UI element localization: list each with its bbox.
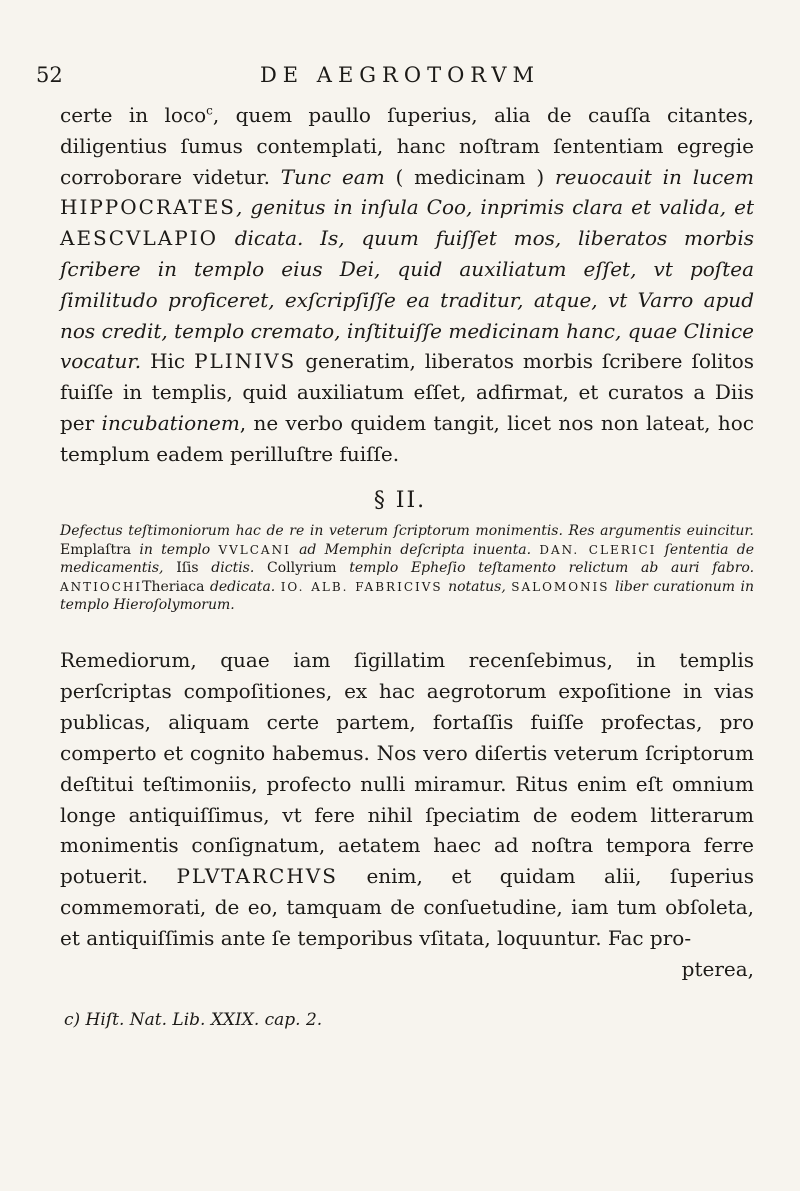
summary-run: dictis. [211, 560, 255, 577]
section-summary [60, 522, 754, 615]
italic-run: , genitus in inſula Coo, inprimis clara et valida, et [236, 195, 754, 220]
text-run: certe in loco [60, 103, 207, 127]
section-heading: § II. [373, 488, 427, 513]
text-run: ( medicinam ) [395, 164, 545, 189]
summary-name: ANTIOCHI [60, 579, 143, 594]
text-run: , quem paullo ſuperius, alia de cauſſa citantes, diligentius ſumus contemplati, hanc noſtram ſententiam egregie corroborare videtur. [60, 103, 754, 189]
summary-text [60, 522, 754, 615]
summary-run: liber curationum in templo Hieroſolymorum. [60, 578, 754, 614]
catchword: pterea, [681, 957, 754, 982]
running-title: DE AEGROTORVM [259, 63, 541, 87]
summary-run: Iſis [176, 560, 199, 577]
footnote: c) Hiſt. Nat. Lib. XXIX. cap. 2. [64, 1010, 323, 1030]
paragraph-1-text [60, 100, 754, 470]
author-name-plinius: PLINIVS [194, 349, 297, 374]
paragraph-2-text [60, 645, 754, 954]
text-run: generatim, liberatos morbis ſcribere ſolitos fuiſſe in templis, quid auxiliatum eſſet, adfirmat, et curatos a Diis per [60, 349, 755, 435]
author-name-hippocrates: HIPPOCRATES [60, 195, 237, 220]
footnote-ref: c [206, 103, 213, 118]
summary-run: templo Epheſio teſtamento relictum ab auri fabro. [349, 560, 755, 577]
page-number: 52 [36, 63, 63, 87]
text-run: enim, et quidam alii, ſuperius commemorati, de eo, tamquam de conſuetudine, iam tum obſoleta, et antiquiſſimis ante ſe temporibus vſitata, loquuntur. Fac pro- [60, 864, 755, 951]
summary-run: Defectus teſtimoniorum hac de re in veterum ſcriptorum monimentis. Res argumentis euincitur. [60, 523, 754, 539]
summary-run: Emplaſtra [60, 541, 132, 558]
summary-name: SALOMONIS [511, 579, 610, 594]
italic-run: reuocauit in lucem [555, 164, 755, 189]
summary-name: DAN. CLERICI [539, 542, 657, 557]
summary-name: VVLCANI [218, 542, 291, 557]
paragraph-2 [60, 645, 754, 985]
text-run: Remediorum, quae iam ſigillatim recenſebimus, in templis perſcriptas compoſitiones, ex hac aegrotorum expoſitione in vias publicas, aliquam certe partem, fortaſſis fuiſſe profectas, pro comperto et cognito habemus. Nos vero diſertis veterum ſcriptorum deſtitui teſtimoniis, profecto nulli miramur. Ritus enim eſt omnium longe antiquiſſimus, vt fere nihil ſpeciatim de eodem litterarum monimentis conſignatum, aetatem haec ad noſtra tempora ferre potuerit. [60, 648, 754, 889]
italic-run: Tunc eam [280, 164, 385, 189]
author-name-plutarchus: PLVTARCHVS [176, 864, 338, 889]
summary-run: ad Memphin deſcripta inuenta. [299, 541, 532, 558]
paragraph-1 [60, 100, 754, 470]
summary-run: dedicata. [209, 578, 276, 595]
name-aesculapius: AESCVLAPIO [60, 226, 218, 251]
italic-run: dicata. Is, quum fuiſſet mos, liberatos morbis ſcribere in templo eius Dei, quid auxiliatum eſſet, vt poſtea ſimilitudo proficeret, exſcripſiſſe ea traditur, atque, vt Varro apud nos credit, templo cremato, inſtituiſſe medicinam hanc, quae Clinice vocatur. [60, 226, 755, 374]
summary-run: Collyrium [267, 560, 337, 577]
summary-name: IO. ALB. FABRICIVS [280, 579, 443, 594]
summary-run: in templo [139, 541, 211, 558]
text-run: Hic [150, 349, 186, 374]
summary-run: Theriaca [142, 578, 205, 595]
summary-run: ſententia de medicamentis, [60, 541, 755, 577]
summary-run: notatus, [448, 578, 506, 595]
text-run: , ne verbo quidem tangit, licet nos non lateat, hoc templum eadem perilluſtre fuiſſe. [60, 410, 754, 466]
italic-run: incubationem [101, 410, 240, 435]
page-header [36, 63, 764, 91]
